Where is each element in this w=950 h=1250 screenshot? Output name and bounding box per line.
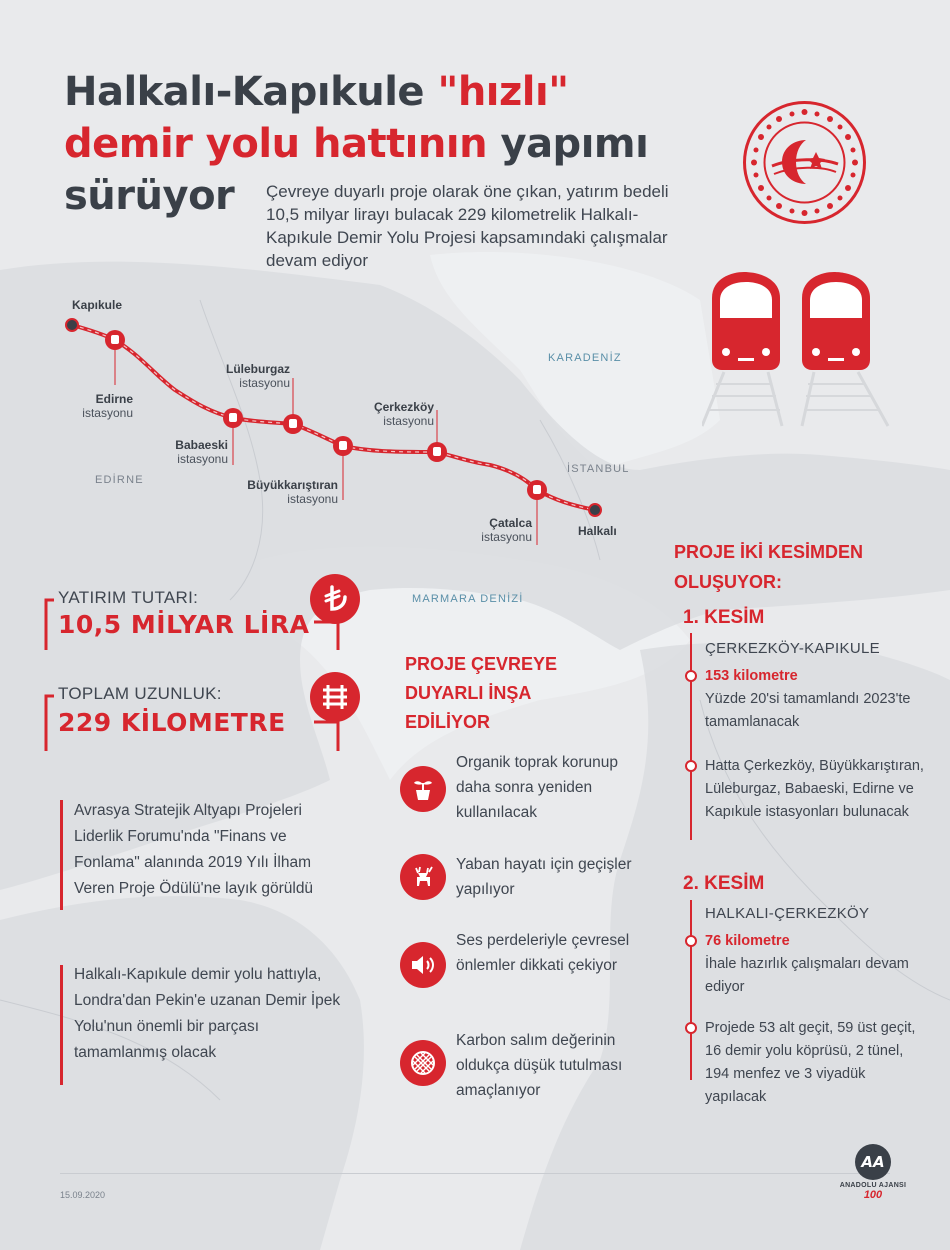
station-label-babaeski: Babaeski istasyonu	[175, 438, 228, 466]
kesim-2-works: Projede 53 alt geçit, 59 üst geçit, 16 demir yolu köprüsü, 2 tünel, 194 menfez ve 3 viyadük yapılacak	[705, 1020, 916, 1105]
region-karadeniz: KARADENİZ	[548, 352, 622, 364]
footer-divider	[60, 1173, 890, 1174]
anadolu-ajansi-logo	[838, 1144, 908, 1201]
title-part-4: yapımı	[487, 121, 649, 167]
kesim-2-route: HALKALI-ÇERKEZKÖY	[705, 905, 870, 922]
kapikule-endpoint	[66, 319, 78, 331]
investment-label: YATIRIM TUTARI:	[58, 588, 199, 607]
note-award: Avrasya Stratejik Altyapı Projeleri Liderlik Forumu'nda "Finans ve Fonlama" alanında 2019 Yılı İlham Veren Proje Ödülü'ne layık görüldü	[74, 802, 314, 897]
kesim-1-dot-2	[685, 760, 697, 772]
aa-100-year-mark: 100	[863, 1189, 883, 1201]
note-silk-road: Halkalı-Kapıkule demir yolu hattıyla, Londra'dan Pekin'e uzanan Demir İpek Yolu'nun önemli bir parçası tamamlanmış olacak	[74, 966, 341, 1061]
rail-track-icon	[310, 672, 360, 722]
sprout-icon	[400, 766, 446, 812]
station-label-luleburgaz: Lüleburgaz istasyonu	[225, 362, 290, 390]
eco-item-wildlife: Yaban hayatı için geçişler yapılıyor	[456, 856, 632, 898]
title-part-5: sürüyor	[64, 173, 235, 219]
ministry-seal-icon	[742, 100, 867, 225]
kesim-2-title: 2. KESİM	[683, 873, 765, 894]
station-label-edirne: Edirne istasyonu	[82, 392, 133, 420]
station-label-cerkezkoy: Çerkezköy istasyonu	[373, 400, 434, 428]
eco-item-noise: Ses perdeleriyle çevresel önlemler dikkati çekiyor	[456, 932, 630, 974]
carbon-icon	[400, 1040, 446, 1086]
eco-heading: PROJE ÇEVREYE DUYARLI İNŞA EDİLİYOR	[405, 654, 558, 732]
station-label-buyukkaristiran: Büyükkarıştıran istasyonu	[247, 478, 338, 506]
kesim-1-timeline	[690, 633, 692, 840]
kesim-1-title: 1. KESİM	[683, 607, 765, 628]
aa-logo-name: ANADOLU AJANSI	[839, 1182, 907, 1189]
aa-logo-mark: AA	[855, 1144, 891, 1180]
kesim-2-progress: 76 kilometre İhale hazırlık çalışmaları devam ediyor	[705, 933, 909, 995]
title-part-3: demir yolu hattının	[64, 121, 488, 167]
length-value: 229 KİLOMETRE	[58, 708, 286, 737]
station-label-kapikule: Kapıkule	[72, 298, 123, 312]
kesim-1-route: ÇERKEZKÖY-KAPIKULE	[705, 640, 880, 657]
station-label-halkali: Halkalı	[578, 524, 617, 538]
region-marmara: MARMARA DENİZİ	[412, 593, 524, 605]
subtitle: Çevreye duyarlı proje olarak öne çıkan, yatırım bedeli 10,5 milyar lirayı bulacak 229 kilometrelik Halkalı-Kapıkule Demir Yolu Projesi kapsamındaki çalışmalar devam ediyor	[266, 182, 669, 270]
kesim-1-dot-1	[685, 670, 697, 682]
station-label-catalca: Çatalca istasyonu	[481, 516, 532, 544]
kesim-2-dot-2	[685, 1022, 697, 1034]
eco-item-soil: Organik toprak korunup daha sonra yeniden kullanılacak	[456, 754, 618, 821]
investment-value: 10,5 MİLYAR LİRA	[58, 610, 310, 639]
note-bar-1	[60, 800, 63, 910]
speaker-icon	[400, 942, 446, 988]
halkali-endpoint	[589, 504, 601, 516]
title-part-1: Halkalı-Kapıkule	[64, 69, 438, 115]
sections-heading: PROJE İKİ KESİMDEN OLUŞUYOR:	[674, 542, 864, 592]
eco-item-carbon: Karbon salım değerinin oldukça düşük tutulması amaçlanıyor	[456, 1032, 623, 1099]
region-istanbul: İSTANBUL	[567, 463, 630, 475]
length-label: TOPLAM UZUNLUK:	[58, 684, 222, 703]
lira-icon	[310, 574, 360, 624]
kesim-1-stations: Hatta Çerkezköy, Büyükkarıştıran, Lüleburgaz, Babaeski, Edirne ve Kapıkule istasyonları bulunacak	[705, 758, 924, 820]
kesim-2-timeline	[690, 900, 692, 1080]
region-edirne: EDİRNE	[95, 474, 144, 486]
title-part-2: "hızlı"	[437, 69, 569, 115]
trains-illustration	[702, 268, 892, 428]
kesim-1-progress: 153 kilometre Yüzde 20'si tamamlandı 2023'te tamamlanacak	[705, 668, 911, 730]
publish-date: 15.09.2020	[60, 1190, 106, 1200]
kesim-2-dot-1	[685, 935, 697, 947]
deer-icon	[400, 854, 446, 900]
note-bar-2	[60, 965, 63, 1085]
